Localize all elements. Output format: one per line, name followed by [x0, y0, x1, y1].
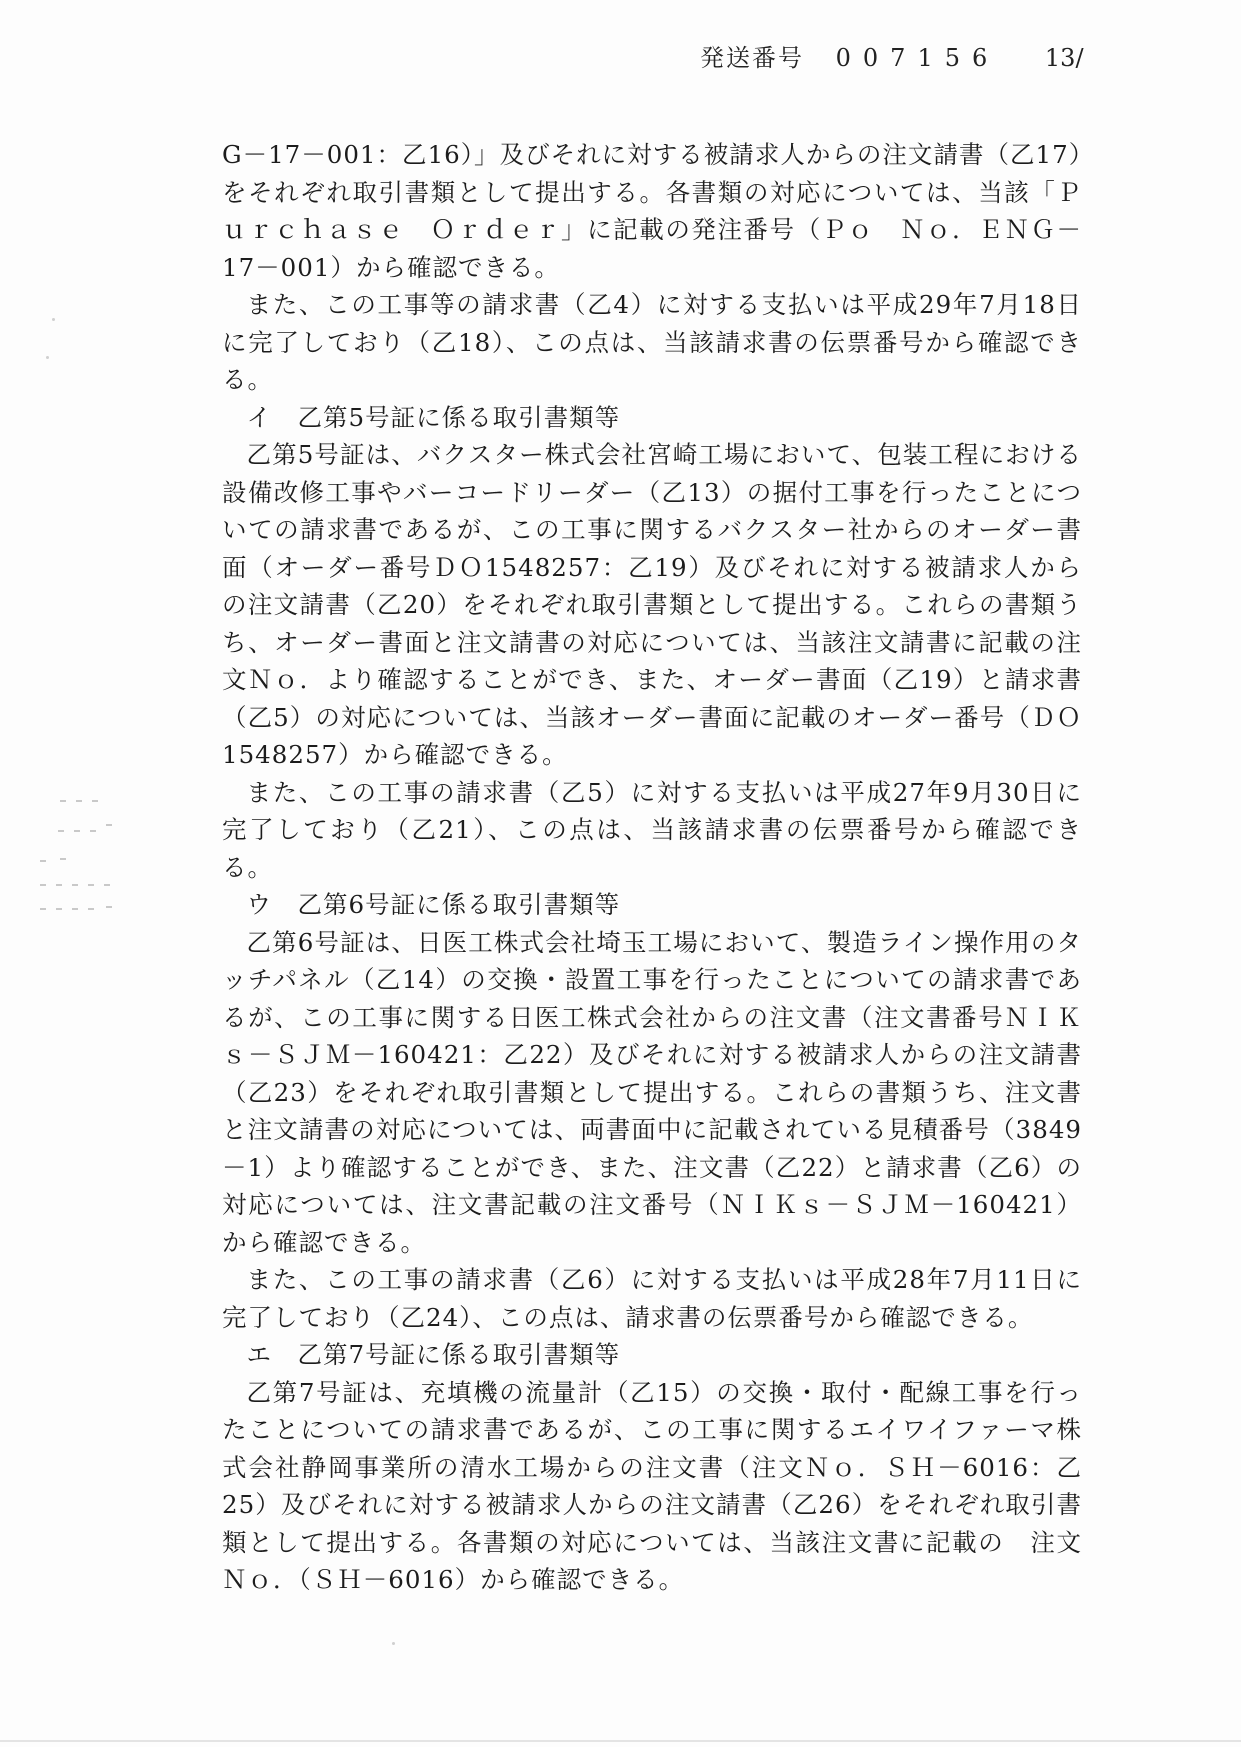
paragraph: また、この工事等の請求書（乙4）に対する支払いは平成29年7月18日に完了しており（乙18）、この点は、当該請求書の伝票番号から確認できる。	[222, 290, 1082, 394]
paragraph: また、この工事の請求書（乙5）に対する支払いは平成27年9月30日に完了しており（乙21）、この点は、当該請求書の伝票番号から確認できる。	[222, 777, 1083, 882]
paragraph: G－17－001：乙16）」及びそれに対する被請求人からの注文請書（乙17）をそれぞれ取引書類として提出する。各書類の対応については、当該「Ｐｕｒｃｈａｓｅ Ｏｒｄｅｒ」に記載の発注番号（Ｐｏ Ｎｏ．ＥＮＧ－17－001）から確認できる。	[222, 140, 1082, 282]
paragraph: また、この工事の請求書（乙6）に対する支払いは平成28年7月11日に完了しており（乙24）、この点は、請求書の伝票番号から確認できる。	[222, 1265, 1082, 1332]
section-heading: イ 乙第5号証に係る取引書類等	[246, 402, 621, 432]
scan-speck	[52, 318, 55, 321]
scan-edge-line	[0, 1740, 1241, 1742]
scan-speck	[46, 356, 49, 359]
paragraph: 乙第7号証は、充填機の流量計（乙15）の交換・取付・配線工事を行ったことについての請求書であるが、この工事に関するエイワイファーマ株式会社静岡事業所の清水工場からの注文書（注文Ｎｏ．ＳＨ－6016：乙25）及びそれに対する被請求人からの注文請書（乙26）をそれぞれ取引書類として提出する。各書類の対応については、当該注文書に記載の 注文Ｎｏ．（ＳＨ－6016）から確認できる。	[222, 1377, 1082, 1594]
dispatch-label: 発送番号	[700, 44, 804, 72]
paragraph: 乙第6号証は、日医工株式会社埼玉工場において、製造ライン操作用のタッチパネル（乙14）の交換・設置工事を行ったことについての請求書であるが、この工事に関する日医工株式会社からの注文書（注文書番号ＮＩＫｓ－ＳＪＭ－160421：乙22）及びそれに対する被請求人からの注文請書（乙23）をそれぞれ取引書類として提出する。これらの書類うち、注文書と注文請書の対応については、両書面中に記載されている見積番号（3849－1）より確認することができ、また、注文書（乙22）と請求書（乙6）の対応については、注文書記載の注文番号（ＮＩＫｓ－ＳＪＭ－160421）から確認できる。	[222, 927, 1082, 1257]
dispatch-number: 007156	[835, 44, 1000, 72]
section-heading: ウ 乙第6号証に係る取引書類等	[246, 890, 621, 919]
scan-artifacts	[30, 780, 130, 930]
section-heading: エ 乙第7号証に係る取引書類等	[246, 1340, 621, 1369]
page-number: 13/	[1044, 44, 1084, 72]
dispatch-header	[700, 38, 1120, 72]
scan-speck	[392, 1642, 395, 1645]
body-text	[222, 136, 1082, 1599]
paragraph: 乙第5号証は、バクスター株式会社宮崎工場において、包装工程における設備改修工事やバーコードリーダー（乙13）の据付工事を行ったことについての請求書であるが、この工事に関するバクスター社からのオーダー書面（オーダー番号ＤＯ1548257：乙19）及びそれに対する被請求人からの注文請書（乙20）をそれぞれ取引書類として提出する。これらの書類うち、オーダー書面と注文請書の対応については、当該注文請書に記載の注文Ｎｏ．より確認することができ、また、オーダー書面（乙19）と請求書（乙5）の対応については、当該オーダー書面に記載のオーダー番号（ＤＯ1548257）から確認できる。	[222, 440, 1082, 769]
